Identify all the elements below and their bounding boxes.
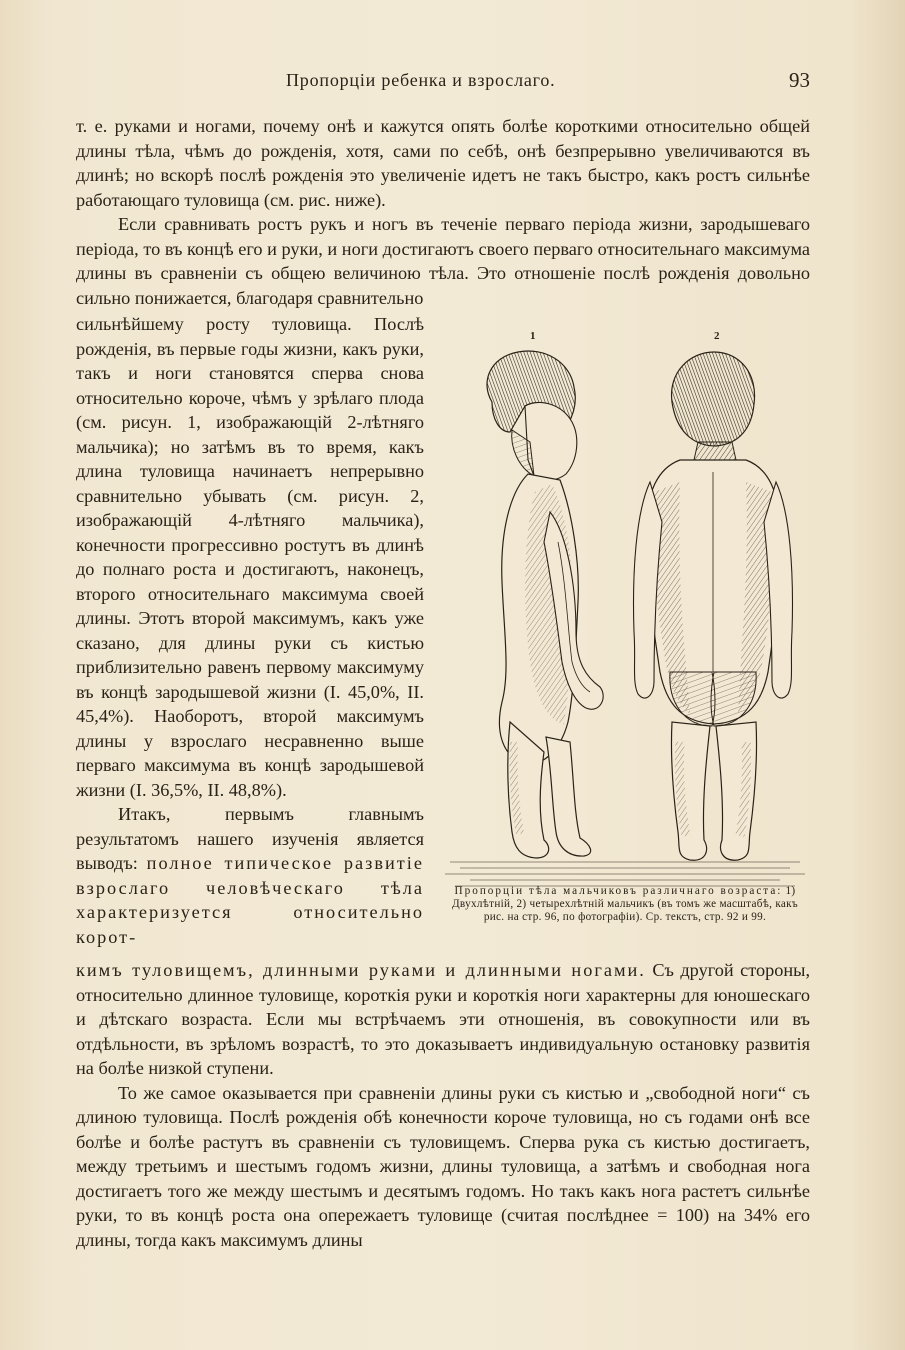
paragraph-text: Итакъ, первымъ главнымъ результатомъ нашего изученія является выводъ: — [76, 804, 424, 873]
boys-proportions-illustration — [440, 342, 810, 890]
paragraph-continued — [76, 958, 810, 1081]
ground-lines — [445, 862, 805, 886]
figure-1-child-side-view — [487, 351, 603, 858]
emphasized-text: полное типическое развитіе взрослаго человѣческаго тѣла характеризуется относительно корот- — [76, 853, 424, 947]
caption-title: Пропорціи тѣла мальчиковъ различнаго возраста: — [454, 885, 783, 897]
figure-label-1: 1 — [530, 330, 536, 342]
paragraph-continued: т. е. руками и ногами, почему онѣ и кажутся опять болѣе короткими относительно общей длины тѣла, чѣмъ до рожденія, хотя, сами по себѣ, онѣ безпрерывно увеличиваются въ длинѣ; но вскорѣ послѣ рожденія это увеличеніе идетъ не такъ быстро, какъ ростъ сильнѣе работающаго туловища (см. рис. ниже). — [76, 116, 810, 210]
paragraph-text: Съ другой стороны, относительно длинное туловище, короткія руки и короткія ноги характерны для юношескаго и дѣтскаго возраста. Если мы встрѣчаемъ эти отношенія, въ совокупности или въ отдѣльности, въ зрѣломъ возрастѣ, то это доказываетъ индивидуальную остановку развитія на болѣе низкой ступени. — [76, 960, 811, 1078]
figure — [440, 330, 810, 935]
running-title: Пропорціи ребенка и взрослаго. — [286, 70, 556, 90]
emphasized-text: кимъ туловищемъ, длинными руками и длинными ногами. — [76, 960, 646, 980]
page-header — [76, 70, 810, 100]
figure-2-child-back-view — [634, 352, 793, 860]
figure-caption — [446, 885, 804, 924]
paragraph-continued: сильнѣйшему росту туловища. Послѣ рожденія, въ первые годы жизни, какъ руки, такъ и ноги становятся сперва снова относительно короче, чѣмъ у зрѣлаго плода (см. рисун. 1, изображающій 2-лѣтняго мальчика); но затѣмъ въ то время, какъ длина туловища начинаетъ непрерывно сравнительно убывать (см. рисун. 2, изображающій 4-лѣтняго мальчика), конечности прогрессивно ростутъ въ длинѣ до полнаго роста и достигаютъ, наконецъ, второго относительнаго максимума своей длины. Этотъ второй максимумъ, какъ уже сказано, для длины руки съ кистью приблизительно равенъ первому максимуму въ концѣ зародышевой жизни (I. 45,0%, II. 45,4%). Наоборотъ, второй максимумъ длины у взрослаго несравненно выше перваго максимума въ концѣ зародышевой жизни (I. 36,5%, II. 48,8%). — [76, 314, 424, 800]
top-text-block — [76, 114, 810, 310]
paragraph — [76, 802, 424, 949]
figure-label-2: 2 — [714, 330, 720, 342]
caption-text: 1) Двухлѣтній, 2) четырехлѣтній мальчикъ (въ томъ же масштабѣ, какъ рис. на стр. 96, по фотографіи). Ср. текстъ, стр. 92 и 99. — [451, 885, 798, 923]
left-text-column — [76, 312, 424, 949]
paragraph: То же самое оказывается при сравненіи длины руки съ кистью и „свободной ноги“ съ длиною туловища. Послѣ рожденія обѣ конечности короче туловища, но съ годами онѣ все болѣе и болѣе растутъ въ сравненіи съ туловищемъ. Сперва рука съ кистью достигаетъ, между третьимъ и шестымъ годомъ жизни, длины туловища, а затѣмъ и свободная нога достигаетъ того же между шестымъ и десятымъ годомъ. Но такъ какъ нога растетъ сильнѣе руки, то въ концѣ роста она опережаетъ туловище (считая послѣднее = 100) на 34% его длины, тогда какъ максимумъ длины — [76, 1082, 810, 1250]
bottom-text-block — [76, 958, 810, 1252]
page-number: 93 — [789, 68, 810, 92]
paragraph: Если сравнивать ростъ рукъ и ногъ въ теченіе перваго періода жизни, зародышеваго періода, то въ концѣ его и руки, и ноги достигаютъ своего перваго относительнаго максимума длины въ сравненіи съ общею величиною тѣла. Это отношеніе послѣ рожденія довольно сильно понижается, благодаря сравнительно — [76, 214, 810, 308]
